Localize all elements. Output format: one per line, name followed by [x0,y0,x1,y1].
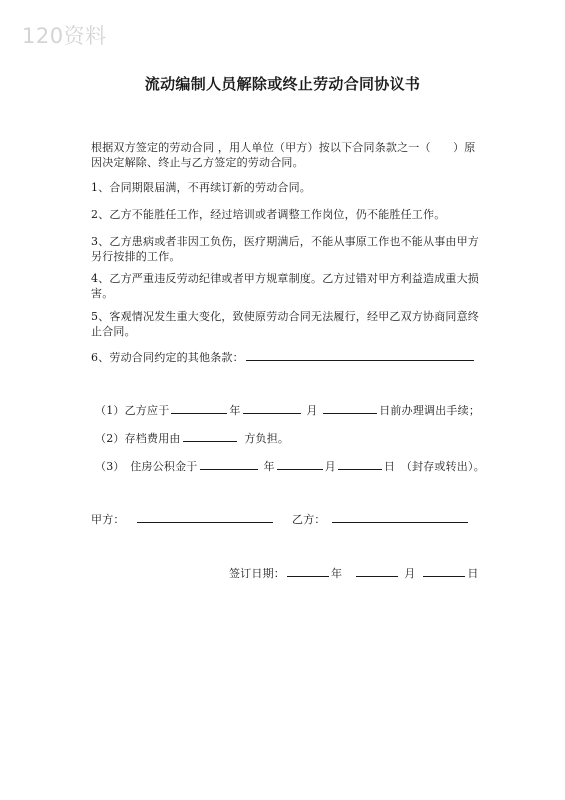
document-title: 流动编制人员解除或终止劳动合同协议书 [144,75,421,93]
procedure-2-suffix: 方负担。 [244,432,290,445]
procedure-2 [95,430,289,446]
procedure-1-year-label: 年 [229,404,241,417]
intro-paragraph: 根据双方签定的劳动合同 ，用人单位（甲方）按以下合同条款之一（ ）原因决定解除、终止与乙方签定的劳动合同。 [91,141,476,169]
procedure-1-month-label: 月 [306,404,318,417]
clause-6-blank[interactable] [246,349,474,361]
party-b-signature [292,511,468,527]
party-b-blank[interactable] [332,511,468,523]
procedure-2-blank[interactable] [183,430,237,442]
party-a-label: 甲方： [91,513,125,526]
clause-6-label: 6、劳动合同约定的其他条款： [91,351,244,364]
procedure-1-day-blank[interactable] [323,402,377,414]
sign-year-label: 年 [331,567,343,580]
sign-day-label: 日 [467,567,479,580]
procedure-1-month-blank[interactable] [243,402,301,414]
sign-date-label: 签订日期： [229,567,285,580]
clause-4: 4、乙方严重违反劳动纪律或者甲方规章制度。乙方过错对甲方利益造成重大损害。 [91,272,479,300]
procedure-3 [95,458,485,474]
party-a-signature [91,511,273,527]
clause-2: 2、乙方不能胜任工作，经过培训或者调整工作岗位，仍不能胜任工作。 [91,208,446,221]
clause-1: 1、合同期限届满，不再续订新的劳动合同。 [91,181,311,194]
clause-5: 5、客观情况发生重大变化，致使原劳动合同无法履行，经甲乙双方协商同意终止合同。 [91,310,479,338]
procedure-3-year-blank[interactable] [200,458,258,470]
procedure-3-day-blank[interactable] [338,458,382,470]
sign-year-blank[interactable] [287,565,329,577]
party-b-label: 乙方： [292,513,326,526]
sign-month-blank[interactable] [356,565,398,577]
procedure-3-year-label: 年 [263,460,275,473]
sign-date [229,565,479,581]
sign-day-blank[interactable] [423,565,465,577]
party-a-blank[interactable] [137,511,273,523]
clause-6 [91,349,474,365]
procedure-3-month-blank[interactable] [277,458,323,470]
procedure-1 [95,402,480,418]
procedure-3-month-label: 月 [324,460,336,473]
procedure-3-prefix: （3） 住房公积金于 [95,460,198,473]
procedure-1-prefix: （1）乙方应于 [95,404,170,417]
procedure-1-year-blank[interactable] [171,402,227,414]
watermark: 120资料 [22,24,107,48]
procedure-2-prefix: （2）存档费用由 [95,432,181,445]
procedure-1-suffix: 日前办理调出手续； [379,404,481,417]
clause-3: 3、乙方患病或者非因工负伤，医疗期满后，不能从事原工作也不能从事由甲方另行按排的工作。 [91,235,479,263]
sign-month-label: 月 [404,567,416,580]
procedure-3-suffix: 日 （封存或转出）。 [383,460,485,473]
